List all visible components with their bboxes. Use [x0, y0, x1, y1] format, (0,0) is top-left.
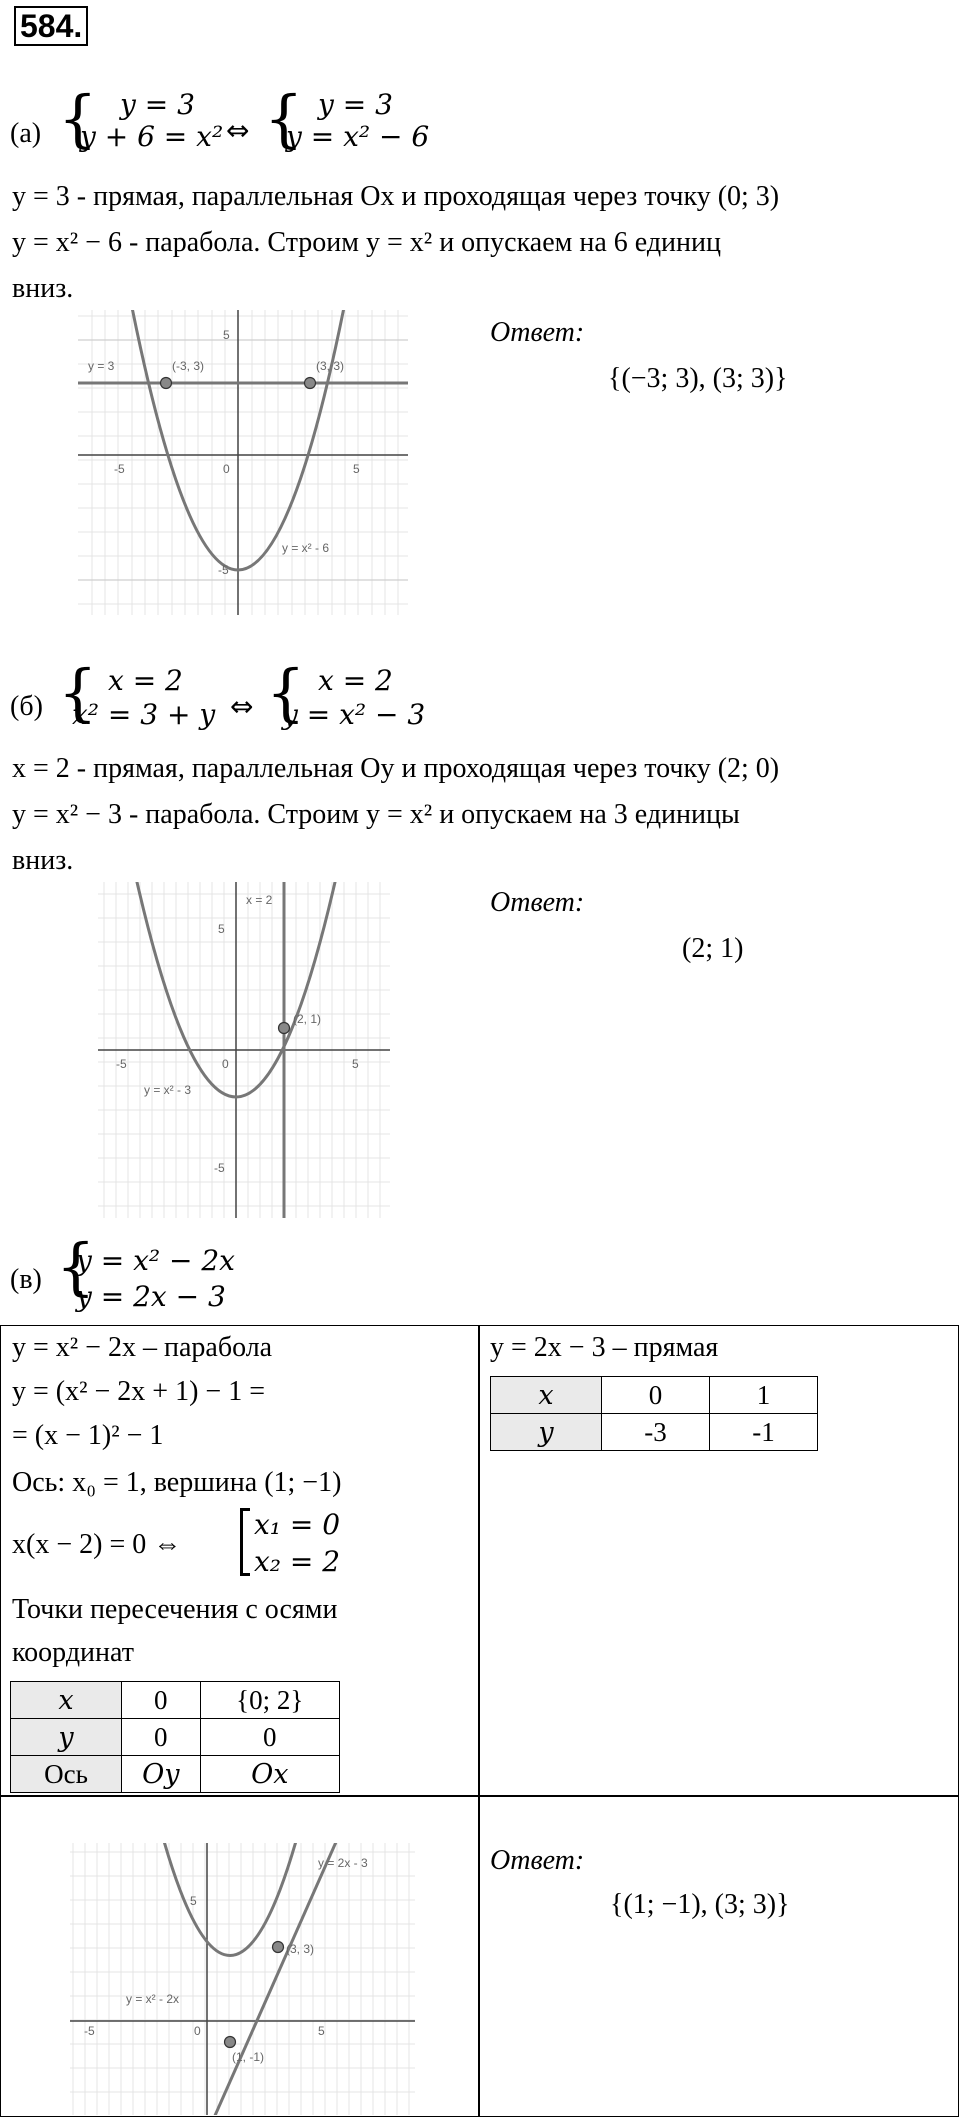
table-row [11, 1682, 340, 1719]
table-cell: 0 [200, 1719, 339, 1756]
label-point-c1: (3, 3) [286, 1942, 315, 1956]
part-b-line2: y = x² − 3 - парабола. Строим y = x² и опускаем на 3 единицы [12, 799, 740, 830]
label-point-a2: (3, 3) [316, 359, 345, 373]
tick-ypos: 5 [218, 922, 225, 936]
line-values-table [490, 1376, 818, 1451]
table-row [11, 1756, 340, 1793]
part-c-left-l2: y = (x² − 2x + 1) − 1 = [12, 1376, 265, 1407]
part-a-sys2-eq1: y = 3 [318, 88, 393, 121]
table-row [491, 1414, 818, 1451]
line-c [194, 1843, 340, 2115]
part-a-sys2-eq2: y = x² − 6 [286, 120, 430, 153]
part-c-answer-label: Ответ: [490, 1845, 585, 1876]
part-b-brace1: { [58, 656, 98, 729]
bracket-bottom [240, 1573, 250, 1576]
tick-xpos: 5 [318, 2024, 325, 2038]
part-c-graph [70, 1843, 415, 2115]
problem-number: 584. [14, 6, 88, 46]
part-b-sys1-eq2: x² = 3 + y [72, 698, 216, 731]
tick-yneg: -5 [218, 563, 229, 577]
tick-xpos: 5 [353, 462, 360, 476]
point-b1 [279, 1023, 290, 1034]
part-b-iff: ⇔ [230, 690, 254, 723]
bracket-top [240, 1508, 250, 1511]
table-cell: Oy [122, 1756, 201, 1793]
part-a-line1: y = 3 - прямая, параллельная Ox и проходящая через точку (0; 3) [12, 181, 780, 212]
part-a-brace1: { [58, 82, 98, 155]
part-c-right-l1: y = 2x − 3 – прямая [490, 1332, 719, 1363]
part-b-sys2-eq2: y = x² − 3 [282, 698, 426, 731]
part-c-answer: {(1; −1), (3; 3)} [610, 1889, 790, 1920]
table-cell: 1 [710, 1377, 818, 1414]
solution-table-hdivider [0, 1795, 958, 1797]
part-b-sys2-eq1: x = 2 [318, 664, 393, 697]
table-cell: -1 [710, 1414, 818, 1451]
part-c-left-l1: y = x² − 2x – парабола [12, 1332, 273, 1363]
table-row [11, 1719, 340, 1756]
label-parabola-c: y = x² - 2x [126, 1992, 180, 2006]
part-a-brace2: { [264, 82, 304, 155]
part-a-line3: вниз. [12, 273, 74, 304]
point-a1 [161, 378, 172, 389]
table-row [491, 1377, 818, 1414]
table-cell: 0 [602, 1377, 710, 1414]
part-a-line2: y = x² − 6 - парабола. Строим y = x² и опускаем на 6 единиц [12, 227, 721, 258]
tick-ypos: 5 [190, 1894, 197, 1908]
label-parabola-a: y = x² - 6 [282, 541, 330, 555]
table-cell: 0 [122, 1682, 201, 1719]
part-c-sys-eq1: y = x² − 2x [76, 1244, 235, 1277]
tick-ypos: 5 [223, 328, 230, 342]
part-a-graph [78, 310, 408, 615]
part-a-answer-label: Ответ: [490, 317, 585, 348]
table-cell: x [11, 1682, 122, 1719]
part-b-sys1-eq1: x = 2 [108, 664, 183, 697]
part-b-line3: вниз. [12, 845, 74, 876]
part-a-sys1-eq1: y = 3 [120, 88, 195, 121]
tick-yneg: -5 [214, 1161, 225, 1175]
table-cell: y [491, 1414, 602, 1451]
tick-xneg: -5 [114, 462, 125, 476]
label-point-b1: (2, 1) [293, 1012, 322, 1026]
tick-xpos: 5 [352, 1057, 359, 1071]
part-a-answer: {(−3; 3), (3; 3)} [608, 363, 788, 394]
bracket-line [240, 1508, 243, 1576]
table-cell: Ось [11, 1756, 122, 1793]
label-line-a: y = 3 [88, 359, 115, 373]
part-b-answer: (2; 1) [682, 933, 744, 964]
table-cell: 0 [122, 1719, 201, 1756]
solution-table-vdivider [478, 1325, 480, 2117]
part-a-iff: ⇔ [226, 114, 250, 147]
table-cell: Ox [200, 1756, 339, 1793]
table-cell: x [491, 1377, 602, 1414]
label-point-c2: (1, -1) [232, 2050, 265, 2064]
parabola-c [130, 1843, 330, 1956]
part-c-sys-eq2: y = 2x − 3 [76, 1280, 226, 1313]
tick-x0: 0 [223, 462, 230, 476]
table-cell: {0; 2} [200, 1682, 339, 1719]
tick-x0: 0 [194, 2024, 201, 2038]
part-c-left-l6: Точки пересечения с осями [12, 1594, 338, 1625]
label-parabola-b: y = x² - 3 [144, 1083, 192, 1097]
table-cell: -3 [602, 1414, 710, 1451]
part-c-brace: { [56, 1230, 96, 1303]
part-a-sys1-eq2: y + 6 = x² [80, 120, 224, 153]
table-cell: y [11, 1719, 122, 1756]
intersections-table [10, 1681, 340, 1793]
part-c-left-l3: = (x − 1)² − 1 [12, 1420, 164, 1451]
tick-xneg: -5 [116, 1057, 127, 1071]
part-c-root2: x₂ = 2 [254, 1545, 341, 1578]
part-b-answer-label: Ответ: [490, 887, 585, 918]
part-a-label: (а) [10, 118, 42, 149]
label-line-c: y = 2x - 3 [318, 1856, 368, 1870]
part-c-label: (в) [10, 1264, 42, 1295]
label-point-a1: (-3, 3) [172, 359, 205, 373]
part-b-label: (б) [10, 691, 43, 722]
part-c-left-l7: координат [12, 1637, 134, 1668]
part-c-root1: x₁ = 0 [254, 1508, 341, 1541]
part-c-left-l4: Ось: x₀ = 1, вершина (1; −1) [12, 1467, 342, 1498]
tick-x0: 0 [222, 1057, 229, 1071]
part-b-line1: x = 2 - прямая, параллельная Oy и проходящая через точку (2; 0) [12, 753, 780, 784]
tick-xneg: -5 [84, 2024, 95, 2038]
point-c2 [225, 2037, 236, 2048]
point-a2 [305, 378, 316, 389]
point-c1 [273, 1942, 284, 1953]
part-c-left-l5: x(x − 2) = 0 ⇔ [12, 1529, 182, 1560]
part-b-brace2: { [266, 656, 306, 729]
part-b-graph [98, 882, 390, 1218]
label-line-b: x = 2 [246, 893, 273, 907]
